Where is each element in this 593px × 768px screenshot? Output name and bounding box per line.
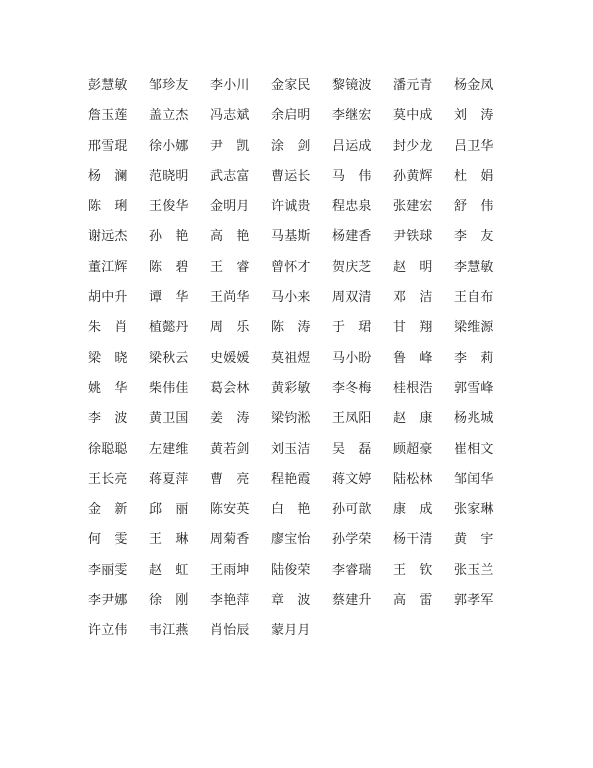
- name-entry: 程忠泉: [332, 199, 372, 215]
- name-entry: 陈 琍: [88, 199, 128, 215]
- name-entry: 蔡建升: [332, 593, 372, 609]
- name-list: [88, 71, 515, 647]
- name-entry: 王 琳: [149, 532, 189, 548]
- name-entry: 陈 涛: [271, 320, 311, 336]
- name-entry: 廖宝怡: [271, 532, 311, 548]
- name-entry: 马基斯: [271, 229, 311, 245]
- name-entry: 曾怀才: [271, 259, 311, 275]
- name-entry: 李 波: [88, 411, 128, 427]
- name-entry: 余启明: [271, 108, 311, 124]
- name-entry: 陆俊荣: [271, 562, 311, 578]
- name-entry: 崔相文: [454, 441, 494, 457]
- name-entry: 李慧敏: [454, 259, 494, 275]
- name-entry: 舒 伟: [454, 199, 494, 215]
- name-entry: 于 珺: [332, 320, 372, 336]
- name-entry: 杨金凤: [454, 78, 494, 93]
- name-entry: 周双清: [332, 290, 372, 306]
- name-entry: 徐 刚: [149, 593, 189, 609]
- name-entry: 吕卫华: [454, 138, 494, 154]
- name-entry: 徐聪聪: [88, 441, 128, 457]
- name-entry: 孙黄辉: [393, 168, 433, 184]
- name-entry: 甘 翔: [393, 320, 433, 336]
- name-entry: 金明月: [210, 199, 250, 215]
- name-entry: 杨建香: [332, 229, 372, 245]
- name-entry: 黎镜波: [332, 78, 372, 93]
- name-entry: 涂 剑: [271, 138, 311, 154]
- name-entry: 彭慧敏: [88, 78, 128, 93]
- name-entry: 顾超豪: [393, 441, 433, 457]
- name-entry: 胡中升: [88, 290, 128, 306]
- name-entry: 高 雷: [393, 593, 433, 609]
- name-entry: 陈 碧: [149, 259, 189, 275]
- name-entry: 葛会林: [210, 380, 250, 396]
- name-entry: 曹运长: [271, 168, 311, 184]
- name-entry: 吴 磊: [332, 441, 372, 457]
- name-entry: 吕运成: [332, 138, 372, 154]
- name-entry: 王凤阳: [332, 411, 372, 427]
- name-entry: 李尹娜: [88, 593, 128, 609]
- name-entry: 王自布: [454, 290, 494, 306]
- name-entry: 韦江燕: [149, 623, 189, 639]
- name-entry: 张家琳: [454, 502, 494, 518]
- name-entry: 孙 艳: [149, 229, 189, 245]
- name-entry: 陆松林: [393, 471, 433, 487]
- name-entry: 赵 康: [393, 411, 433, 427]
- name-entry: 黄彩敏: [271, 380, 311, 396]
- name-entry: 蒋夏萍: [149, 471, 189, 487]
- name-entry: 蒙月月: [271, 623, 311, 639]
- name-entry: 柴伟佳: [149, 380, 189, 396]
- name-entry: 王尚华: [210, 290, 250, 306]
- name-entry: 金 新: [88, 502, 128, 518]
- name-entry: 曹 亮: [210, 471, 250, 487]
- name-entry: 刘 涛: [454, 108, 494, 124]
- name-entry: 孙可歆: [332, 502, 372, 518]
- name-entry: 武志富: [210, 168, 250, 184]
- name-entry: 潘元青: [393, 78, 433, 93]
- name-entry: 黄卫国: [149, 411, 189, 427]
- name-entry: 马 伟: [332, 168, 372, 184]
- name-entry: 郭雪峰: [454, 380, 494, 396]
- name-entry: 高 艳: [210, 229, 250, 245]
- name-entry: 杨干清: [393, 532, 433, 548]
- name-entry: 冯志斌: [210, 108, 250, 124]
- name-entry: 董江辉: [88, 259, 128, 275]
- name-entry: 盖立杰: [149, 108, 189, 124]
- name-entry: 周 乐: [210, 320, 250, 336]
- name-entry: 章 波: [271, 593, 311, 609]
- name-entry: 王 睿: [210, 259, 250, 275]
- name-entry: 梁维源: [454, 320, 494, 336]
- name-entry: 梁 晓: [88, 350, 128, 366]
- name-entry: 詹玉莲: [88, 108, 128, 124]
- name-entry: 孙学荣: [332, 532, 372, 548]
- name-entry: 史媛媛: [210, 350, 250, 366]
- name-entry: 张玉兰: [454, 562, 494, 578]
- name-entry: 莫祖煜: [271, 350, 311, 366]
- name-entry: 邢雪琨: [88, 138, 128, 154]
- name-entry: 周菊香: [210, 532, 250, 548]
- name-entry: 尹 凯: [210, 138, 250, 154]
- name-entry: 何 雯: [88, 532, 128, 548]
- name-entry: 李 莉: [454, 350, 494, 366]
- name-entry: 鲁 峰: [393, 350, 433, 366]
- name-entry: 金家民: [271, 78, 311, 93]
- name-entry: 姜 涛: [210, 411, 250, 427]
- name-entry: 桂根浩: [393, 380, 433, 396]
- name-entry: 马小来: [271, 290, 311, 306]
- name-entry: 张建宏: [393, 199, 433, 215]
- name-entry: 李小川: [210, 78, 250, 93]
- name-entry: 邹珍友: [149, 78, 189, 93]
- name-entry: 谭 华: [149, 290, 189, 306]
- name-entry: 徐小娜: [149, 138, 189, 154]
- name-entry: 植懿丹: [149, 320, 189, 336]
- name-entry: 朱 肖: [88, 320, 128, 336]
- name-entry: 左建维: [149, 441, 189, 457]
- name-entry: 刘玉洁: [271, 441, 311, 457]
- name-entry: 李丽雯: [88, 562, 128, 578]
- name-entry: 许诚贵: [271, 199, 311, 215]
- name-entry: 封少龙: [393, 138, 433, 154]
- name-entry: 黄 宇: [454, 532, 494, 548]
- name-entry: 王长亮: [88, 471, 128, 487]
- name-entry: 莫中成: [393, 108, 433, 124]
- name-entry: 范晓明: [149, 168, 189, 184]
- name-entry: 谢远杰: [88, 229, 128, 245]
- name-entry: 赵 明: [393, 259, 433, 275]
- name-entry: 杨 澜: [88, 168, 128, 184]
- name-entry: 马小盼: [332, 350, 372, 366]
- name-entry: 蒋文婷: [332, 471, 372, 487]
- name-entry: 王俊华: [149, 199, 189, 215]
- name-entry: 郭孝军: [454, 593, 494, 609]
- name-entry: 李艳萍: [210, 593, 250, 609]
- name-entry: 邓 洁: [393, 290, 433, 306]
- name-entry: 王雨坤: [210, 562, 250, 578]
- name-entry: 赵 虹: [149, 562, 189, 578]
- name-entry: 李 友: [454, 229, 494, 245]
- name-entry: 黄若剑: [210, 441, 250, 457]
- name-entry: 程艳霞: [271, 471, 311, 487]
- name-entry: 邱 丽: [149, 502, 189, 518]
- name-entry: 李冬梅: [332, 380, 372, 396]
- name-entry: 白 艳: [271, 502, 311, 518]
- name-entry: 李睿瑞: [332, 562, 372, 578]
- name-entry: 许立伟: [88, 623, 128, 639]
- name-entry: 杜 娟: [454, 168, 494, 184]
- name-entry: 贺庆芝: [332, 259, 372, 275]
- name-entry: 李继宏: [332, 108, 372, 124]
- name-entry: 肖怡辰: [210, 623, 250, 639]
- name-entry: 邹闰华: [454, 471, 494, 487]
- name-entry: 梁钧淞: [271, 411, 311, 427]
- name-entry: 陈安英: [210, 502, 250, 518]
- name-entry: 康 成: [393, 502, 433, 518]
- name-entry: 姚 华: [88, 380, 128, 396]
- name-entry: 王 钦: [393, 562, 433, 578]
- name-entry: 尹铁球: [393, 229, 433, 245]
- name-entry: 梁秋云: [149, 350, 189, 366]
- name-entry: 杨兆城: [454, 411, 494, 427]
